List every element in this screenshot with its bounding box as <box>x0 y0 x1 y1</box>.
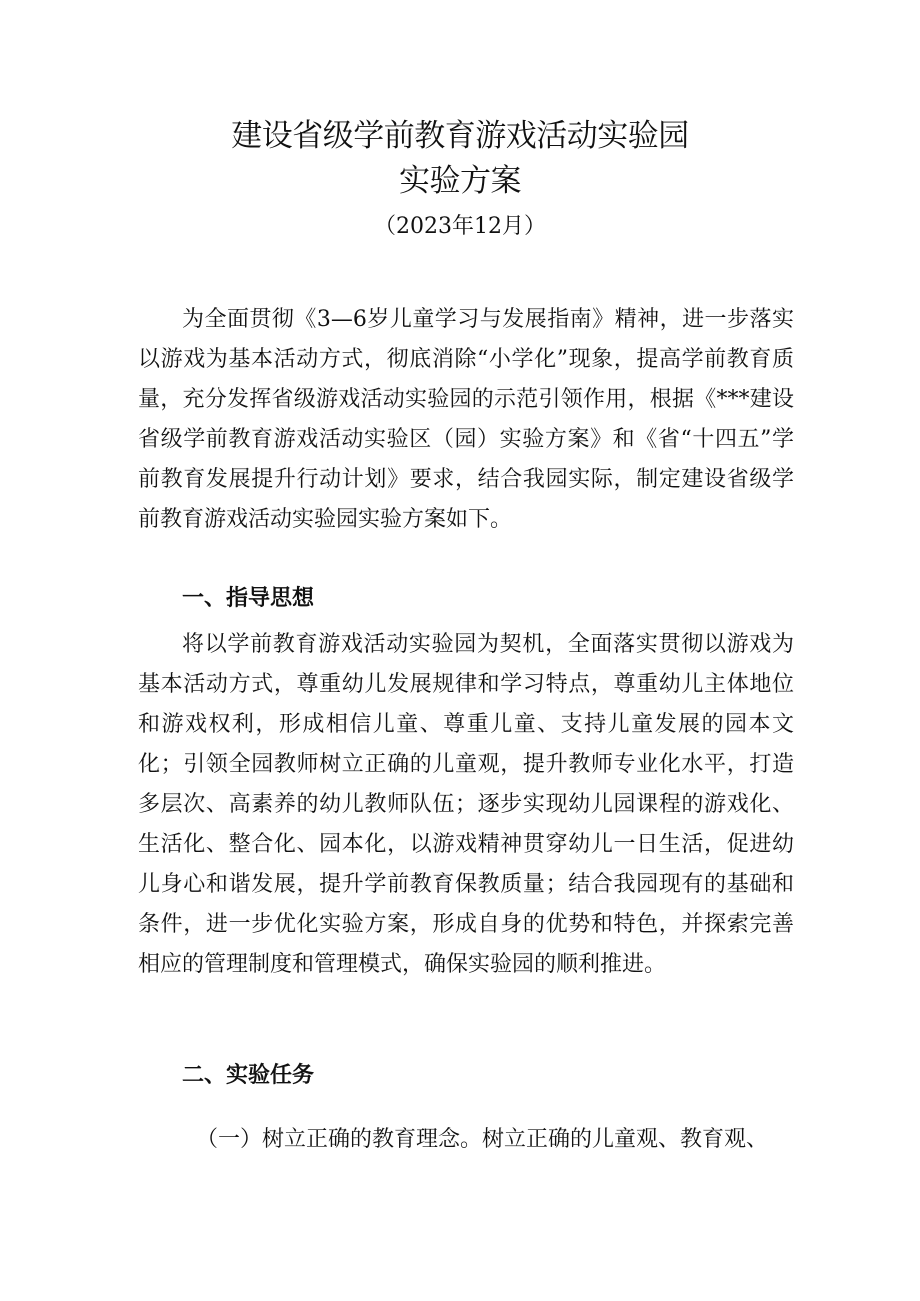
document-date: （2023年12月） <box>374 214 546 239</box>
document-title-line-2: 实验方案 <box>399 163 521 199</box>
guiding-ideology-paragraph: 将以学前教育游戏活动实验园为契机，全面落实贯彻以游戏为基本活动方式，尊重幼儿发展规律和学习特点，尊重幼儿主体地位和游戏权利，形成相信儿童、尊重儿童、支持儿童发展的园本文化；引领全园教师树立正确的儿童观，提升教师专业化水平，打造多层次、高素养的幼儿教师队伍；逐步实现幼儿园课程的游戏化、生活化、整合化、园本化，以游戏精神贯穿幼儿一日生活，促进幼儿身心和谐发展，提升学前教育保教质量；结合我园现有的基础和条件，进一步优化实验方案，形成自身的优势和特色，并探索完善相应的管理制度和管理模式，确保实验园的顺利推进。 <box>138 632 794 977</box>
experiment-task-item-1: （一）树立正确的教育理念。树立正确的儿童观、教育观、 <box>196 1127 769 1152</box>
intro-paragraph: 为全面贯彻《3—6岁儿童学习与发展指南》精神，进一步落实以游戏为基本活动方式，彻底消除“小学化”现象，提高学前教育质量，充分发挥省级游戏活动实验园的示范引领作用，根据《***建设省级学前教育游戏活动实验区（园）实验方案》和《省“十四五”学前教育发展提升行动计划》要求，结合我园实际，制定建设省级学前教育游戏活动实验园实验方案如下。 <box>138 307 794 532</box>
document-title-line-1: 建设省级学前教育游戏活动实验园 <box>231 118 689 154</box>
section-heading-guiding-ideology: 一、指导思想 <box>182 586 315 611</box>
section-heading-experiment-tasks: 二、实验任务 <box>182 1063 315 1088</box>
